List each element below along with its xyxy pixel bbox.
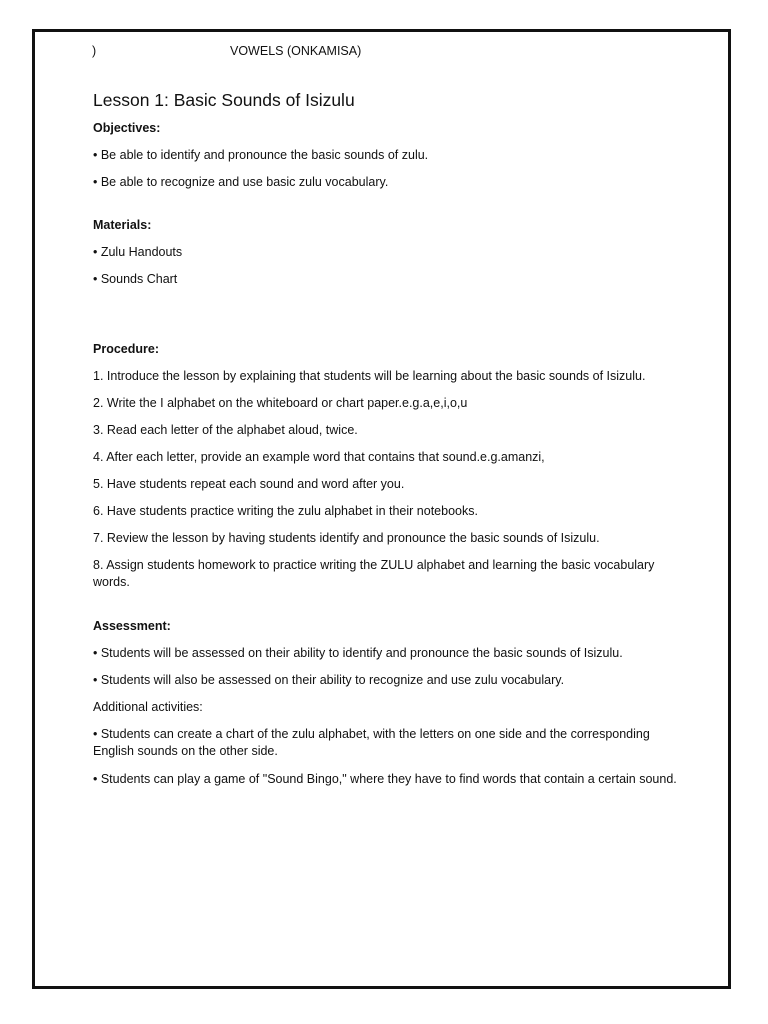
material-item: • Sounds Chart xyxy=(93,272,178,286)
assessment-heading: Assessment: xyxy=(93,619,171,633)
procedure-step: 6. Have students practice writing the zulu alphabet in their notebooks. xyxy=(93,504,478,518)
additional-activities-heading: Additional activities: xyxy=(93,700,203,714)
procedure-step: 5. Have students repeat each sound and word after you. xyxy=(93,477,405,491)
procedure-step: 7. Review the lesson by having students identify and pronounce the basic sounds of Isizulu. xyxy=(93,531,600,545)
assessment-item: • Students will be assessed on their ability to identify and pronounce the basic sounds of Isizulu. xyxy=(93,646,623,660)
objective-item: • Be able to recognize and use basic zulu vocabulary. xyxy=(93,175,389,189)
procedure-heading: Procedure: xyxy=(93,342,159,356)
additional-activity-item: • Students can create a chart of the zulu alphabet, with the letters on one side and the corresponding English sounds on the other side. xyxy=(93,727,650,758)
assessment-item: • Students will also be assessed on their ability to recognize and use zulu vocabulary. xyxy=(93,673,565,687)
additional-activity-item: • Students can play a game of "Sound Bingo," where they have to find words that contain a certain sound. xyxy=(93,772,677,786)
lesson-title: Lesson 1: Basic Sounds of Isizulu xyxy=(93,90,355,110)
procedure-step: 3. Read each letter of the alphabet aloud, twice. xyxy=(93,423,358,437)
procedure-step: 2. Write the I alphabet on the whiteboard or chart paper.e.g.a,e,i,o,u xyxy=(93,396,468,410)
lesson-content xyxy=(93,90,693,799)
objective-item: • Be able to identify and pronounce the basic sounds of zulu. xyxy=(93,148,429,162)
header-mark: ) xyxy=(92,44,97,58)
objectives-heading: Objectives: xyxy=(93,121,161,135)
procedure-step: 8. Assign students homework to practice writing the ZULU alphabet and learning the basic vocabulary words. xyxy=(93,558,655,589)
header-title: VOWELS (ONKAMISA) xyxy=(230,44,362,58)
procedure-step: 1. Introduce the lesson by explaining that students will be learning about the basic sounds of Isizulu. xyxy=(93,369,646,383)
procedure-step: 4. After each letter, provide an example word that contains that sound.e.g.amanzi, xyxy=(93,450,545,464)
material-item: • Zulu Handouts xyxy=(93,245,183,259)
materials-heading: Materials: xyxy=(93,218,152,232)
page-header xyxy=(92,44,728,60)
